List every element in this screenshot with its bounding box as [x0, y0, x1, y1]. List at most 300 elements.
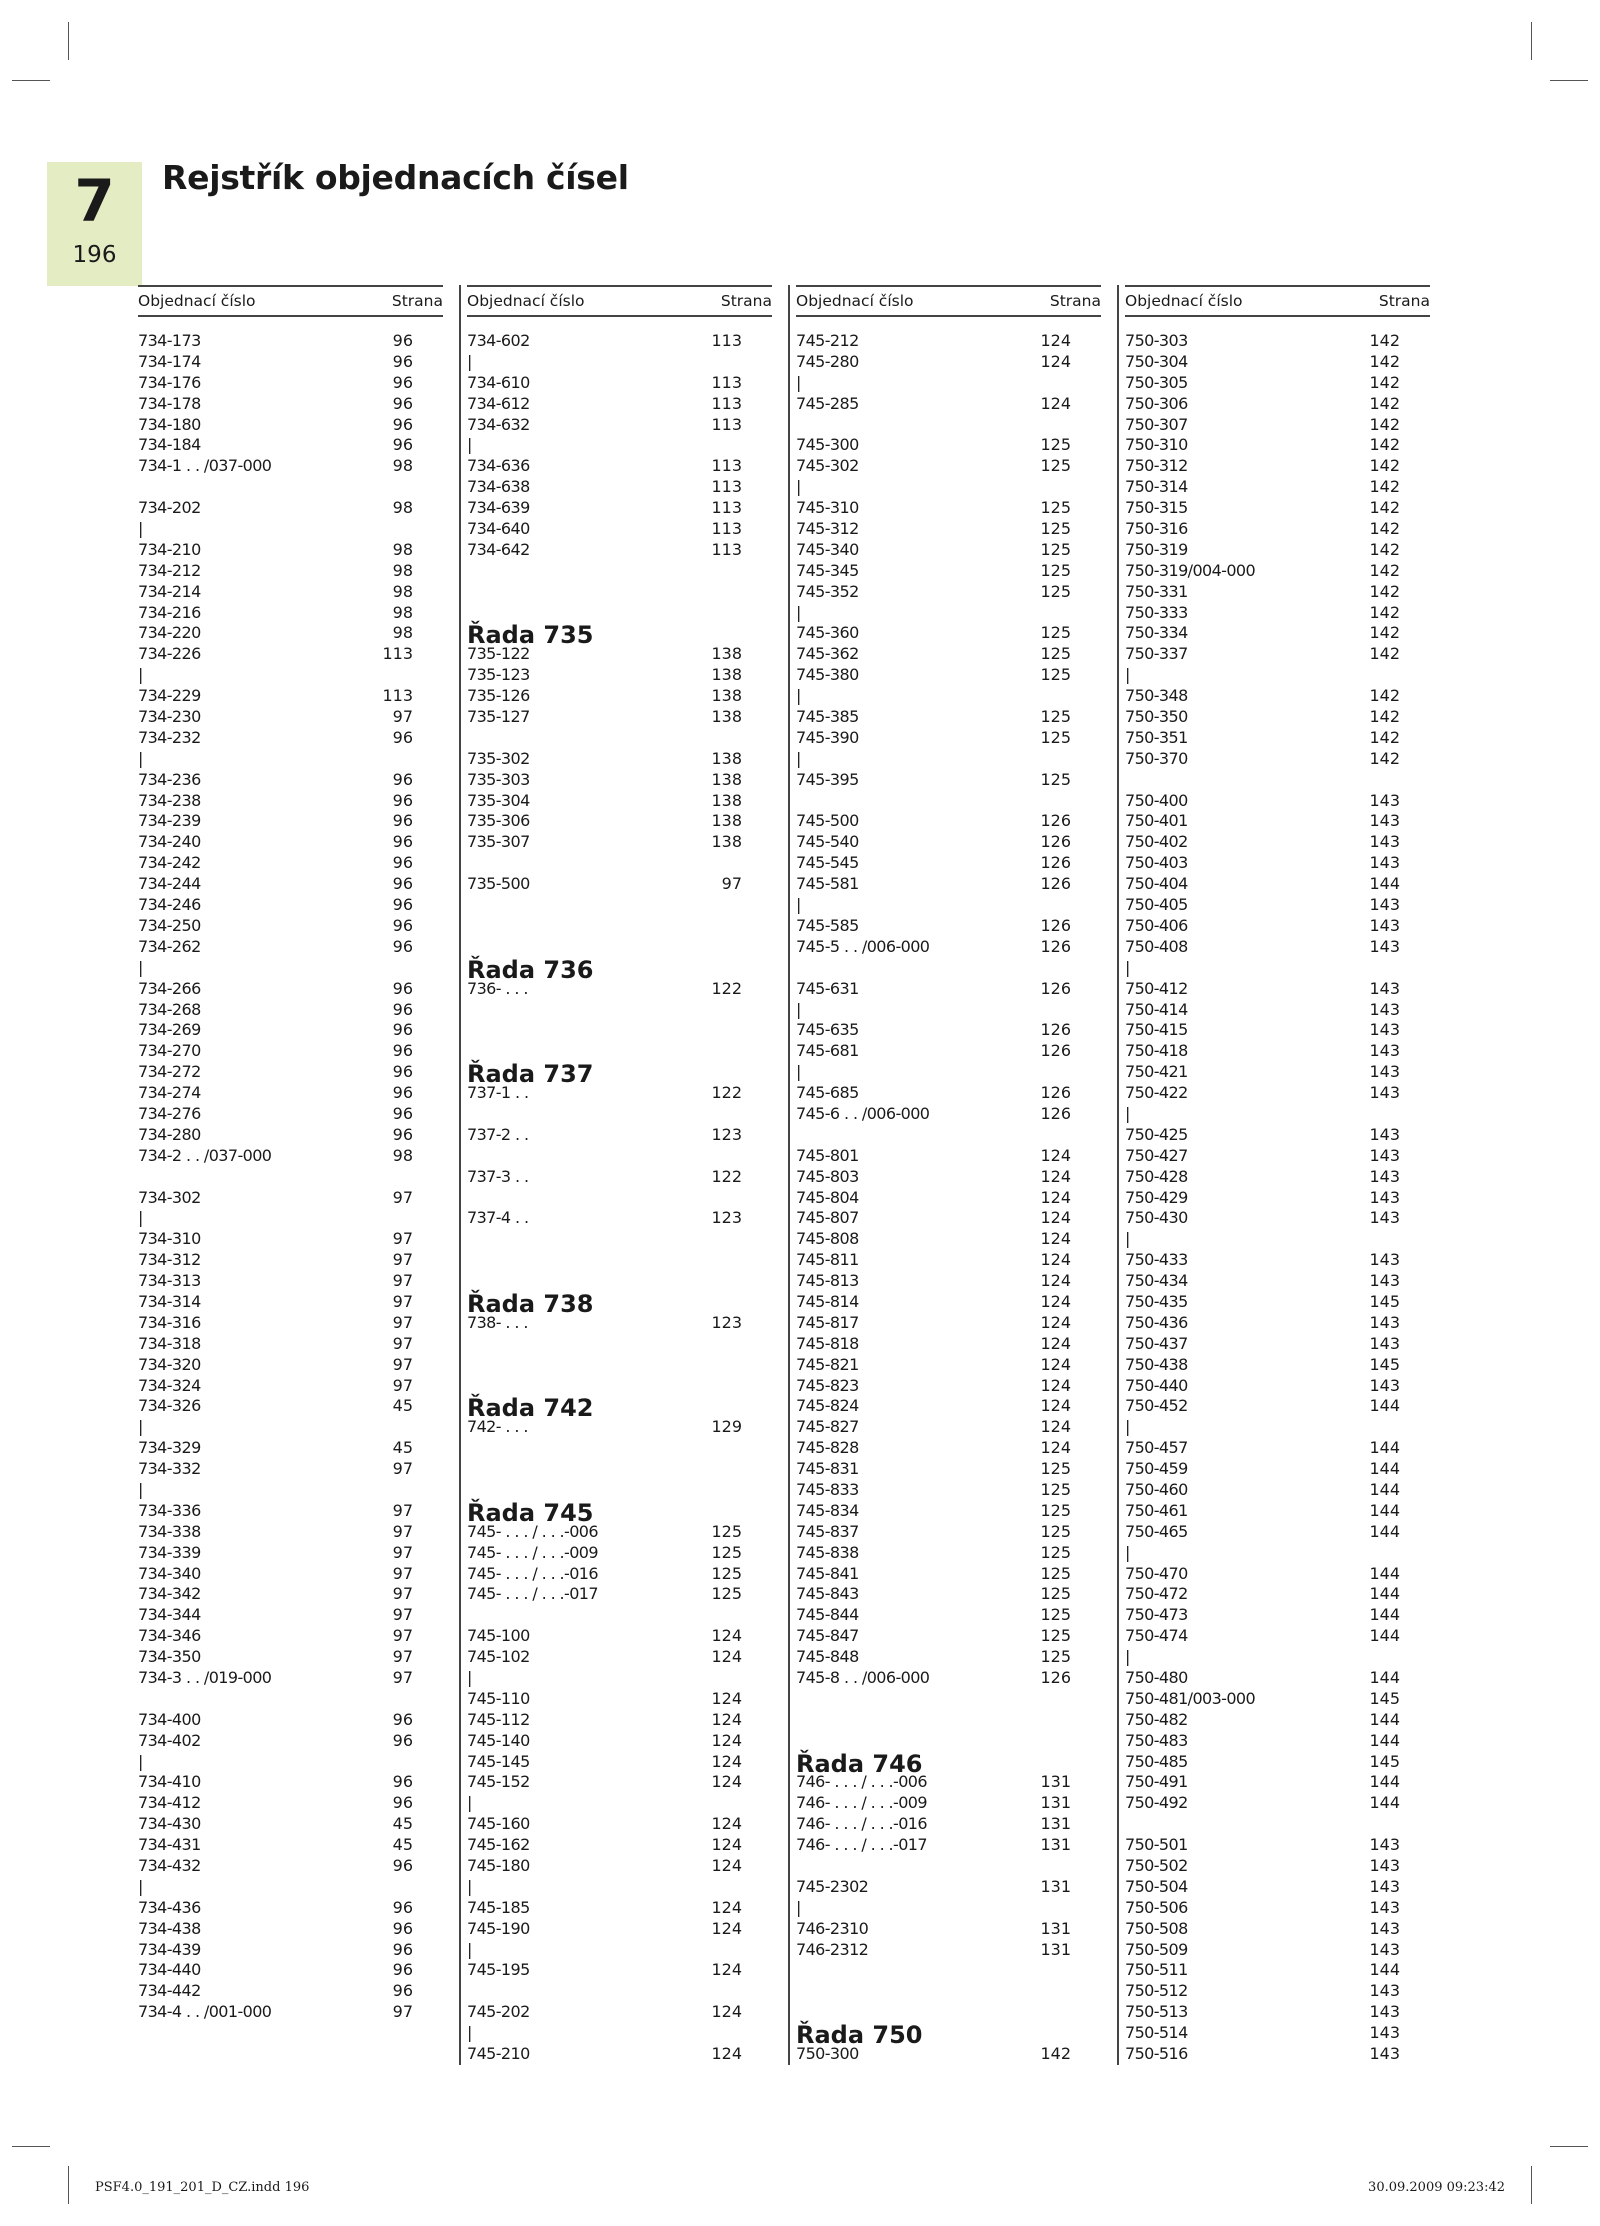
- range-marker-row: [796, 1898, 1101, 1919]
- order-number: 750-483: [1125, 1730, 1188, 1750]
- spacer-row: [467, 916, 772, 937]
- order-number: |: [1125, 1417, 1130, 1437]
- order-number: 734-214: [138, 581, 201, 601]
- order-number: 734-642: [467, 539, 530, 559]
- index-row: [138, 1940, 443, 1961]
- page-ref: 124: [711, 1814, 742, 1834]
- index-row: [1125, 1564, 1430, 1585]
- order-number: |: [138, 748, 143, 768]
- index-row: [138, 853, 443, 874]
- page-ref: 96: [392, 1939, 413, 1959]
- index-row: [138, 686, 443, 707]
- header-page: Strana: [391, 292, 443, 310]
- series-heading: [467, 621, 772, 650]
- range-marker-row: [1125, 1543, 1430, 1564]
- page-ref: 126: [1040, 915, 1071, 935]
- index-row: [138, 1438, 443, 1459]
- page-ref: 124: [1040, 1145, 1071, 1165]
- index-row: [1125, 791, 1430, 812]
- order-number: 745-814: [796, 1291, 859, 1311]
- order-number: 734-340: [138, 1563, 201, 1583]
- order-number: 734-316: [138, 1312, 201, 1332]
- page-ref: 96: [392, 435, 413, 455]
- page-ref: 131: [1040, 1814, 1071, 1834]
- crop-mark-top-right-horizontal: [1550, 80, 1588, 81]
- order-number: 745-152: [467, 1772, 530, 1792]
- order-number: 734-270: [138, 1041, 201, 1061]
- page-ref: 96: [392, 874, 413, 894]
- index-row: [1125, 1584, 1430, 1605]
- order-number: 750-433: [1125, 1250, 1188, 1270]
- page-ref: 97: [392, 1375, 413, 1395]
- order-number: |: [467, 351, 472, 371]
- page-ref: 143: [1369, 790, 1400, 810]
- index-row: [467, 498, 772, 519]
- index-row: [796, 1459, 1101, 1480]
- order-number: 750-482: [1125, 1709, 1188, 1729]
- page-ref: 97: [392, 1271, 413, 1291]
- page-ref: 96: [392, 1856, 413, 1876]
- index-row: [467, 1125, 772, 1146]
- index-row: [138, 1501, 443, 1522]
- page-ref: 126: [1040, 832, 1071, 852]
- page-ref: 143: [1369, 853, 1400, 873]
- index-row: [1125, 582, 1430, 603]
- index-column-3: [796, 285, 1101, 2065]
- page-ref: 96: [392, 978, 413, 998]
- index-row: [138, 1919, 443, 1940]
- index-row: [1125, 456, 1430, 477]
- page-ref: 124: [1040, 1250, 1071, 1270]
- page-ref: 143: [1369, 1166, 1400, 1186]
- index-row: [1125, 1250, 1430, 1271]
- index-row: [1125, 916, 1430, 937]
- order-number: 745-212: [796, 331, 859, 350]
- page-ref: 143: [1369, 1187, 1400, 1207]
- range-marker-row: [138, 1480, 443, 1501]
- page-ref: 143: [1369, 1835, 1400, 1855]
- spacer-row: [467, 728, 772, 749]
- index-row: [796, 582, 1101, 603]
- page-ref: 126: [1040, 1083, 1071, 1103]
- index-row: [138, 1626, 443, 1647]
- crop-mark-top-right-vertical: [1531, 22, 1532, 60]
- order-number: 734-244: [138, 874, 201, 894]
- page-ref: 144: [1369, 1793, 1400, 1813]
- order-number: 737-3 . .: [467, 1166, 529, 1186]
- range-marker-row: [1125, 1417, 1430, 1438]
- page-ref: 124: [711, 1960, 742, 1980]
- order-number: 745-838: [796, 1542, 859, 1562]
- page-ref: 143: [1369, 1856, 1400, 1876]
- page-ref: 124: [711, 2044, 742, 2064]
- spacer-row: [467, 582, 772, 603]
- index-row: [467, 519, 772, 540]
- page-ref: 143: [1369, 1145, 1400, 1165]
- page-ref: 96: [392, 1918, 413, 1938]
- series-heading-text: Řada 738: [467, 1289, 594, 1318]
- page-ref: 113: [711, 519, 742, 539]
- page-ref: 125: [1040, 498, 1071, 518]
- page-ref: 144: [1369, 1730, 1400, 1750]
- order-number: 734-339: [138, 1542, 201, 1562]
- page-ref: 138: [711, 665, 742, 685]
- order-number: 750-319/004-000: [1125, 560, 1256, 580]
- order-number: |: [138, 957, 143, 977]
- page-ref: 143: [1369, 2002, 1400, 2022]
- page-ref: 142: [1369, 435, 1400, 455]
- order-number: 734-442: [138, 1981, 201, 2001]
- page-ref: 96: [392, 1103, 413, 1123]
- order-number: |: [796, 895, 801, 915]
- page-ref: 124: [1040, 393, 1071, 413]
- range-marker-row: [467, 435, 772, 456]
- index-row: [467, 749, 772, 770]
- page-ref: 123: [711, 1208, 742, 1228]
- page-ref: 97: [392, 1187, 413, 1207]
- page-ref: 97: [392, 1626, 413, 1646]
- index-row: [796, 832, 1101, 853]
- range-marker-row: [1125, 1647, 1430, 1668]
- index-row: [1125, 1125, 1430, 1146]
- spacer-row: [467, 1146, 772, 1167]
- index-row: [796, 435, 1101, 456]
- page-ref: 142: [1040, 2044, 1071, 2064]
- page-ref: 125: [1040, 769, 1071, 789]
- order-number: 746- . . . / . . .-006: [796, 1772, 927, 1792]
- order-number: 734-236: [138, 769, 201, 789]
- order-number: 745-631: [796, 978, 859, 998]
- order-number: 734-210: [138, 539, 201, 559]
- page-ref: 145: [1369, 1291, 1400, 1311]
- order-number: 745-160: [467, 1814, 530, 1834]
- order-number: 745-801: [796, 1145, 859, 1165]
- page-ref: 143: [1369, 1041, 1400, 1061]
- index-row: [138, 1229, 443, 1250]
- series-heading: [467, 1060, 772, 1089]
- page-ref: 97: [392, 707, 413, 727]
- spacer-row: [467, 1605, 772, 1626]
- order-number: 746- . . . / . . .-017: [796, 1835, 927, 1855]
- index-row: [138, 1772, 443, 1793]
- order-number: 735-307: [467, 832, 530, 852]
- index-row: [796, 1438, 1101, 1459]
- order-number: |: [467, 1876, 472, 1896]
- index-row: [1125, 644, 1430, 665]
- order-number: 750-334: [1125, 623, 1188, 643]
- page-ref: 142: [1369, 414, 1400, 434]
- order-number: 742- . . .: [467, 1417, 528, 1437]
- index-row: [138, 1584, 443, 1605]
- index-row: [467, 373, 772, 394]
- index-row: [467, 1919, 772, 1940]
- page-ref: 125: [1040, 1542, 1071, 1562]
- page-ref: 144: [1369, 1438, 1400, 1458]
- index-row: [796, 644, 1101, 665]
- index-column-2: [467, 285, 772, 2065]
- index-row: [1125, 1083, 1430, 1104]
- index-row: [1125, 1188, 1430, 1209]
- page-ref: 124: [1040, 1333, 1071, 1353]
- order-number: 745-285: [796, 393, 859, 413]
- order-number: 734-346: [138, 1626, 201, 1646]
- order-number: |: [138, 519, 143, 539]
- order-number: 750-319: [1125, 539, 1188, 559]
- index-row: [796, 1877, 1101, 1898]
- index-row: [1125, 1146, 1430, 1167]
- order-number: 750-348: [1125, 686, 1188, 706]
- index-row: [796, 1647, 1101, 1668]
- page-ref: 143: [1369, 1124, 1400, 1144]
- page-ref: 124: [1040, 1229, 1071, 1249]
- order-number: 750-514: [1125, 2023, 1188, 2043]
- page-ref: 143: [1369, 2023, 1400, 2043]
- order-number: 750-430: [1125, 1208, 1188, 1228]
- index-row: [1125, 1459, 1430, 1480]
- order-number: 734-410: [138, 1772, 201, 1792]
- series-heading: [467, 955, 772, 984]
- index-row: [138, 1647, 443, 1668]
- order-number: 734-430: [138, 1814, 201, 1834]
- index-row: [467, 2002, 772, 2023]
- order-number: 737-1 . .: [467, 1083, 529, 1103]
- page-ref: 125: [1040, 539, 1071, 559]
- page-ref: 124: [711, 1709, 742, 1729]
- spacer-row: [796, 1856, 1101, 1877]
- page-ref: 96: [392, 915, 413, 935]
- page-ref: 45: [392, 1396, 413, 1416]
- order-number: 750-470: [1125, 1563, 1188, 1583]
- page-ref: 113: [711, 498, 742, 518]
- order-number: 745-180: [467, 1856, 530, 1876]
- page-ref: 113: [711, 393, 742, 413]
- order-number: 734-400: [138, 1709, 201, 1729]
- range-marker-row: [1125, 665, 1430, 686]
- index-row: [138, 937, 443, 958]
- index-row: [1125, 853, 1430, 874]
- page-ref: 125: [711, 1521, 742, 1541]
- column-body: [1125, 317, 1430, 2065]
- index-row: [796, 728, 1101, 749]
- spacer-row: [467, 1020, 772, 1041]
- index-row: [796, 1376, 1101, 1397]
- page-ref: 96: [392, 331, 413, 350]
- index-row: [1125, 1480, 1430, 1501]
- range-marker-row: [796, 895, 1101, 916]
- order-number: 745-821: [796, 1354, 859, 1374]
- index-row: [1125, 979, 1430, 1000]
- order-number: 734-344: [138, 1605, 201, 1625]
- order-number: |: [796, 477, 801, 497]
- index-row: [138, 540, 443, 561]
- index-row: [138, 373, 443, 394]
- order-number: 734-318: [138, 1333, 201, 1353]
- page-ref: 144: [1369, 1668, 1400, 1687]
- order-number: 745-352: [796, 581, 859, 601]
- order-number: 746- . . . / . . .-016: [796, 1814, 927, 1834]
- index-row: [1125, 435, 1430, 456]
- index-row: [138, 1188, 443, 1209]
- index-row: [796, 916, 1101, 937]
- index-row: [796, 1501, 1101, 1522]
- page-ref: 97: [392, 1584, 413, 1604]
- page-ref: 143: [1369, 999, 1400, 1019]
- index-row: [796, 1292, 1101, 1313]
- chapter-number: 7: [74, 167, 115, 235]
- order-number: 734-612: [467, 393, 530, 413]
- page-ref: 126: [1040, 1020, 1071, 1040]
- page-ref: 124: [1040, 1166, 1071, 1186]
- index-row: [467, 1835, 772, 1856]
- index-row: [796, 1793, 1101, 1814]
- page-ref: 143: [1369, 832, 1400, 852]
- index-row: [1125, 1376, 1430, 1397]
- order-number: 745-210: [467, 2044, 530, 2064]
- page-ref: 144: [1369, 1772, 1400, 1792]
- index-row: [138, 1271, 443, 1292]
- index-row: [1125, 2023, 1430, 2044]
- order-number: 734-302: [138, 1187, 201, 1207]
- order-number: 750-509: [1125, 1939, 1188, 1959]
- index-row: [796, 1772, 1101, 1793]
- index-row: [796, 623, 1101, 644]
- index-row: [138, 895, 443, 916]
- range-marker-row: [1125, 1104, 1430, 1125]
- page-ref: 142: [1369, 456, 1400, 476]
- order-number: |: [1125, 1229, 1130, 1249]
- order-number: 734-438: [138, 1918, 201, 1938]
- order-number: |: [796, 1897, 801, 1917]
- order-number: 734-440: [138, 1960, 201, 1980]
- index-row: [1125, 1501, 1430, 1522]
- order-number: 750-425: [1125, 1124, 1188, 1144]
- order-number: 745-844: [796, 1605, 859, 1625]
- page-ref: 138: [711, 832, 742, 852]
- index-row: [796, 1919, 1101, 1940]
- index-row: [1125, 874, 1430, 895]
- order-number: 750-481/003-000: [1125, 1688, 1256, 1708]
- range-marker-row: [1125, 958, 1430, 979]
- page-ref: 142: [1369, 560, 1400, 580]
- page-ref: 124: [711, 2002, 742, 2022]
- page-ref: 143: [1369, 811, 1400, 831]
- index-row: [1125, 749, 1430, 770]
- index-row: [138, 394, 443, 415]
- page-ref: 142: [1369, 644, 1400, 664]
- index-row: [796, 1396, 1101, 1417]
- index-row: [467, 686, 772, 707]
- spacer-row: [467, 1104, 772, 1125]
- index-row: [138, 1710, 443, 1731]
- order-number: 745-545: [796, 853, 859, 873]
- page-ref: 142: [1369, 498, 1400, 518]
- page-ref: 124: [1040, 1312, 1071, 1332]
- order-number: 734-216: [138, 602, 201, 622]
- range-marker-row: [796, 686, 1101, 707]
- index-row: [467, 665, 772, 686]
- order-number: 735-302: [467, 748, 530, 768]
- index-row: [1125, 937, 1430, 958]
- order-number: 734-402: [138, 1730, 201, 1750]
- index-row: [138, 331, 443, 352]
- index-row: [138, 1835, 443, 1856]
- index-column-4: [1125, 285, 1430, 2065]
- page-ref: 143: [1369, 1312, 1400, 1332]
- order-number: |: [796, 748, 801, 768]
- index-row: [138, 1522, 443, 1543]
- column-header: [796, 285, 1101, 317]
- order-number: |: [138, 1208, 143, 1228]
- page-ref: 96: [392, 1897, 413, 1917]
- order-number: 734-312: [138, 1250, 201, 1270]
- index-row: [1125, 352, 1430, 373]
- order-number: 734-610: [467, 372, 530, 392]
- order-number: 735-127: [467, 707, 530, 727]
- spacer-row: [467, 1229, 772, 1250]
- index-row: [1125, 1793, 1430, 1814]
- page-ref: 96: [392, 1124, 413, 1144]
- page-ref: 124: [711, 1897, 742, 1917]
- index-row: [796, 874, 1101, 895]
- page-ref: 143: [1369, 1333, 1400, 1353]
- index-row: [467, 1522, 772, 1543]
- order-number: 734-350: [138, 1647, 201, 1667]
- order-number: 745-280: [796, 351, 859, 371]
- index-row: [467, 1898, 772, 1919]
- index-row: [796, 707, 1101, 728]
- order-number: 745-585: [796, 915, 859, 935]
- index-row: [467, 811, 772, 832]
- page-ref: 126: [1040, 1103, 1071, 1123]
- page-ref: 125: [1040, 581, 1071, 601]
- page-ref: 124: [711, 1856, 742, 1876]
- page-ref: 97: [392, 1291, 413, 1311]
- index-row: [138, 456, 443, 477]
- order-number: 734-262: [138, 936, 201, 956]
- index-row: [1125, 603, 1430, 624]
- index-row: [467, 2044, 772, 2065]
- page-ref: 96: [392, 1960, 413, 1980]
- order-number: 734-230: [138, 707, 201, 727]
- range-marker-row: [138, 1208, 443, 1229]
- order-number: 734-326: [138, 1396, 201, 1416]
- order-number: 745-834: [796, 1500, 859, 1520]
- page-ref: 144: [1369, 1479, 1400, 1499]
- order-number: 750-508: [1125, 1918, 1188, 1938]
- page-ref: 125: [1040, 1626, 1071, 1646]
- index-row: [467, 874, 772, 895]
- index-row: [138, 1605, 443, 1626]
- index-row: [1125, 394, 1430, 415]
- page-ref: 138: [711, 748, 742, 768]
- index-row: [1125, 1062, 1430, 1083]
- page-ref: 143: [1369, 1897, 1400, 1917]
- page-ref: 142: [1369, 602, 1400, 622]
- page-ref: 144: [1369, 1605, 1400, 1625]
- order-number: 746-2312: [796, 1939, 869, 1959]
- index-row: [467, 1083, 772, 1104]
- order-number: 735-122: [467, 644, 530, 664]
- order-number: 734-174: [138, 351, 201, 371]
- page-ref: 123: [711, 1312, 742, 1332]
- page-ref: 125: [1040, 560, 1071, 580]
- spacer-row: [1125, 770, 1430, 791]
- order-number: 745-833: [796, 1479, 859, 1499]
- order-number: 750-480: [1125, 1668, 1188, 1687]
- order-number: 750-412: [1125, 978, 1188, 998]
- order-number: |: [1125, 665, 1130, 685]
- order-number: 734-240: [138, 832, 201, 852]
